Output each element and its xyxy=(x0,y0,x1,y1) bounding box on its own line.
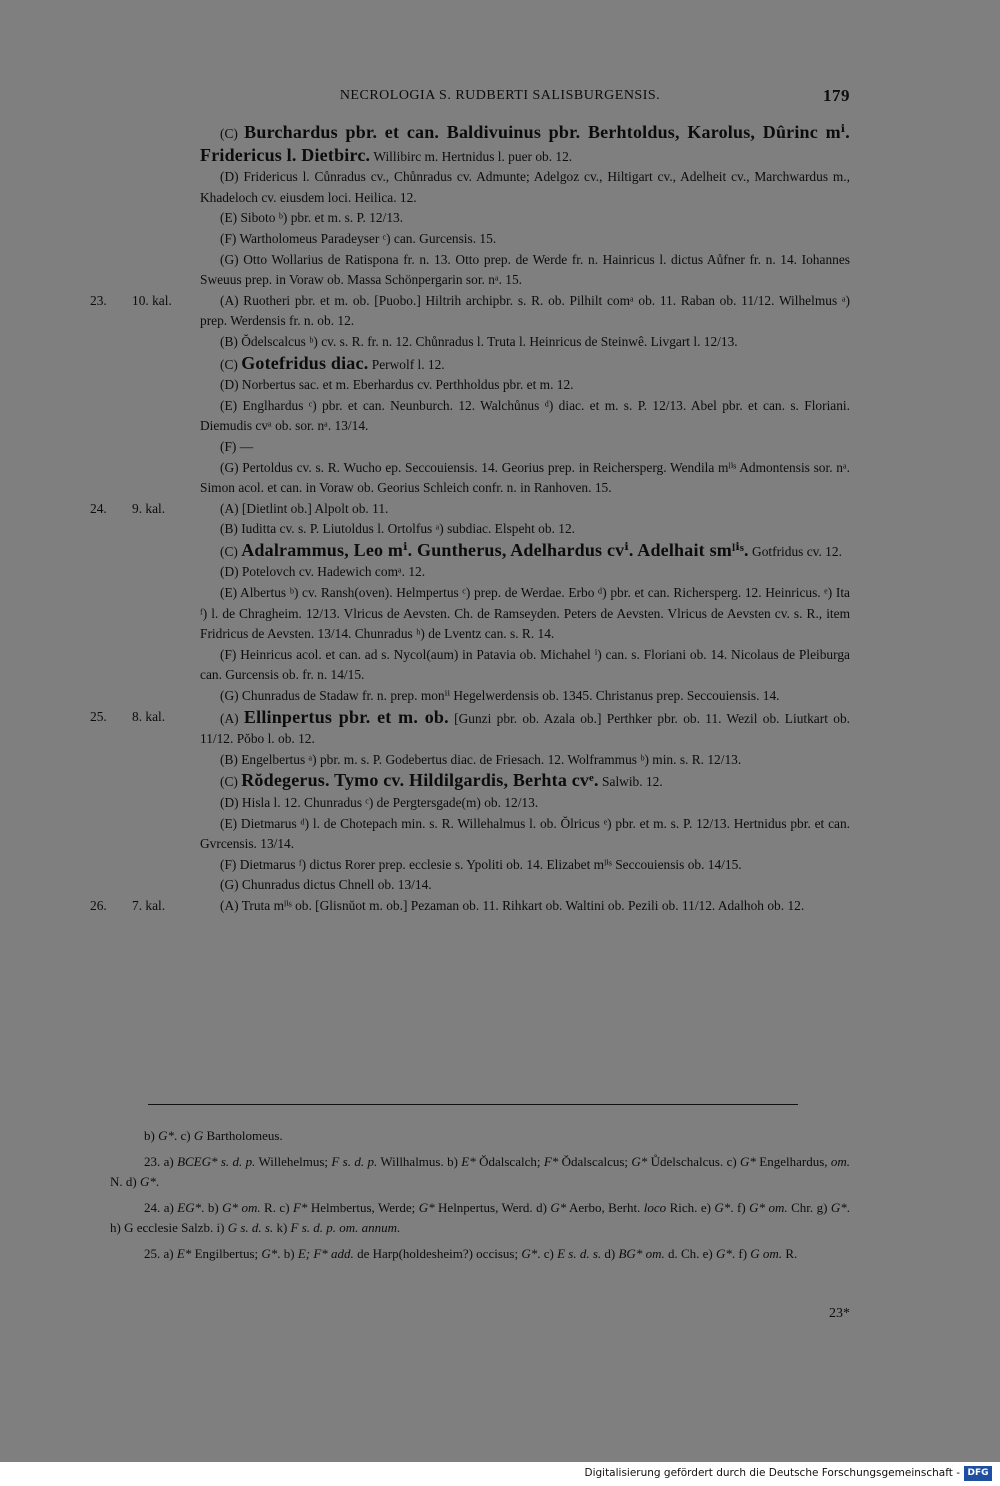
necrology-entry: (D) Fridericus l. Cůnradus cv., Chůnradus cv. Admunte; Adelgoz cv., Hiltigart cv., Adelheit cv., Marchwardus m., Khadeloch cv. eiusdem loci. Heilica. 12. xyxy=(200,169,850,205)
entry-major-names: Rŏdegerus. Tymo cv. Hildilgardis, Berhta cvᵉ. xyxy=(241,770,599,791)
footnote xyxy=(110,1198,850,1238)
footnote-segment: Ŏdalscalcus; xyxy=(558,1154,632,1169)
footnote-segment: G* xyxy=(550,1200,567,1215)
footnote-segment: G s. d. s. xyxy=(227,1220,274,1235)
footnote-segment: . f) xyxy=(730,1200,750,1215)
dfg-logo: DFG xyxy=(964,1466,992,1481)
entry-minor-names: [Gunzi pbr. ob. Azala ob.] Perthker pbr. ob. 11. Wezil ob. Liutkart ob. 11/12. Pŏbo l. ob. 12. xyxy=(200,710,850,747)
footnote-segment: F* xyxy=(543,1154,559,1169)
footnote-segment: EG* xyxy=(177,1200,202,1215)
footnote-segment: G* xyxy=(418,1200,435,1215)
necrology-entry: (A) Ruotheri pbr. et m. ob. [Puobo.] Hiltrih archipbr. s. R. ob. Pilhilt comᵃ ob. 11. Raban ob. 11/12. Wilhelmus ᵃ) prep. Werdensis fr. n. ob. 12. xyxy=(200,292,850,329)
necrology-entry: (B) Iuditta cv. s. P. Liutoldus l. Ortolfus ᵃ) subdiac. Elspeht ob. 12. xyxy=(220,521,576,537)
necrology-entry: (F) — xyxy=(220,438,254,454)
footnote-segment: de Harp(holdesheim?) occisus; xyxy=(353,1246,522,1261)
necrology-entry: (D) Norbertus sac. et m. Eberhardus cv. Perthholdus pbr. et m. 12. xyxy=(220,377,574,393)
footnote-segment: R. xyxy=(782,1246,798,1261)
entry-major-names: Burchardus pbr. et can. Baldivuinus pbr. Berhtoldus, Karolus, Dûrinc mⁱ. Fridericus l. Dietbirc. xyxy=(200,122,851,165)
necrology-entry: (B) Engelbertus ᵃ) pbr. m. s. P. Godebertus diac. de Friesach. 12. Wolframmus ᵇ) min. s. R. 12/13. xyxy=(220,751,742,767)
footnote-segment: k) xyxy=(273,1220,291,1235)
footnote-segment: . h) G ecclesie Salzb. i) xyxy=(110,1200,850,1235)
necrology-entry: (G) Pertoldus cv. s. R. Wucho ep. Seccouiensis. 14. Georius prep. in Reichersperg. Wendila mˡⁱˢ Admontensis sor. nᵃ. Simon acol. et can. in Voraw ob. Georius Schleich confr. n. in Ranhoven. 15. xyxy=(200,459,850,496)
entry-major-names: Ellinpertus pbr. et m. ob. xyxy=(243,706,449,727)
footnote-segment: Ůdelschalcus. c) xyxy=(647,1154,741,1169)
day-block xyxy=(90,291,850,499)
footnote xyxy=(110,1244,850,1264)
entry-hand-mark: (C) xyxy=(220,356,242,372)
entry-major-names: Gotefridus diac. xyxy=(241,352,369,373)
footnote-segment: Willhalmus. b) xyxy=(377,1154,462,1169)
footnote-segment: G* xyxy=(158,1128,174,1143)
day-kalends: 9. kal. xyxy=(132,500,166,516)
page-number: 179 xyxy=(823,86,850,105)
entry-hand-mark: (C) xyxy=(220,774,242,790)
day-block xyxy=(90,499,850,707)
necrology-entry: (D) Potelovch cv. Hadewich comᵃ. 12. xyxy=(220,564,426,580)
day-kalends: 8. kal. xyxy=(132,708,166,724)
day-number: 26. xyxy=(90,897,107,913)
footnote-segment: G* xyxy=(139,1174,156,1189)
footnote-segment: F* xyxy=(292,1200,308,1215)
footnote-segment: Bartholomeus. xyxy=(203,1128,283,1143)
footnote-rule xyxy=(148,1104,798,1105)
footnote-segment: Aerbo, Berht. xyxy=(566,1200,644,1215)
entry-minor-names: Salwib. 12. xyxy=(598,774,663,790)
footnote-segment: . f) xyxy=(731,1246,751,1261)
necrology-entry: (B) Ŏdelscalcus ᵇ) cv. s. R. fr. n. 12. Chůnradus l. Truta l. Heinricus de Steinwê. Livgart l. 12/13. xyxy=(220,333,738,349)
footer-bar xyxy=(0,1462,1000,1486)
footnote-segment: G* om. xyxy=(749,1200,788,1215)
footnote-segment: d. Ch. e) xyxy=(664,1246,716,1261)
necrology-entry: (G) Otto Wollarius de Ratispona fr. n. 13. Otto prep. de Werde fr. n. Hainricus l. dictus Aůfner fr. n. 14. Iohannes Sweuus prep. in Voraw ob. Massa Schönpergarin sor. nᵃ. 15. xyxy=(200,251,850,288)
day-number: 24. xyxy=(90,500,107,516)
day-block xyxy=(90,896,850,917)
day-block xyxy=(90,707,850,896)
running-head xyxy=(200,86,850,110)
necrology-entry: (G) Chunradus de Stadaw fr. n. prep. monⁱⁱ Hegelwerdensis ob. 1345. Christanus prep. Seccouiensis. 14. xyxy=(220,688,780,704)
necrology-entry: (E) Albertus ᵇ) cv. Ransh(oven). Helmpertus ᶜ) prep. de Werdae. Erbo ᵈ) pbr. et can. Richersperg. 12. Heinricus. ᵉ) Ita ᶠ) l. de Chragheim. 12/13. Vlricus de Aevsten. Ch. de Ramseyden. Peters de Aevsten. Vlricus de Aevsten cv. s. R., item Fridricus de Aevsten. 13/14. Chunradus ʰ) de Lventz can. s. R. 14. xyxy=(200,585,850,642)
footnote-segment: E* xyxy=(176,1246,192,1261)
footnote-segment: 25. a) xyxy=(144,1246,177,1261)
footnote-segment: Engilbertus; xyxy=(191,1246,262,1261)
footnote-segment: Rich. e) xyxy=(666,1200,715,1215)
footnote-segment: G xyxy=(193,1128,204,1143)
footnote-segment: Engelhardus, xyxy=(755,1154,831,1169)
necrology-body xyxy=(90,122,850,917)
necrology-entry: (F) Heinricus acol. et can. ad s. Nycol(aum) in Patavia ob. Michahel ⁱ) can. s. Floriani ob. 14. Nicolaus de Pleiburga can. Gurcensis ob. fr. n. 14/15. xyxy=(200,646,850,683)
footnote-segment: E; F* add. xyxy=(297,1246,354,1261)
footnote-segment: Helmbertus, Werde; xyxy=(307,1200,419,1215)
footnote-segment: d) xyxy=(601,1246,619,1261)
footnote-segment: G* xyxy=(715,1246,732,1261)
footnote-segment: G* om. xyxy=(222,1200,261,1215)
footnote-segment: . c) xyxy=(173,1128,194,1143)
footnote-segment: G* xyxy=(740,1154,756,1169)
necrology-entry: (E) Dietmarus ᵈ) l. de Chotepach min. s. R. Willehalmus l. ob. Ŏlricus ᵉ) pbr. et m. s. P. 12/13. Hertnidus pbr. et can. Gvrcensis. 13/14. xyxy=(200,815,850,852)
footnote-segment: Ŏdalscalch; xyxy=(475,1154,544,1169)
necrology-entry: (G) Chunradus dictus Chnell ob. 13/14. xyxy=(220,877,432,893)
footnote-segment: om. xyxy=(830,1154,851,1169)
footnotes xyxy=(110,1126,850,1270)
continuation-entries xyxy=(90,122,850,291)
footnote-segment: G om. xyxy=(750,1246,783,1261)
footnote-segment: G* xyxy=(261,1246,278,1261)
footnote-segment: Helnpertus, Werd. d) xyxy=(434,1200,551,1215)
footnote-segment: 23. a) xyxy=(144,1154,178,1169)
footnote-segment: . b) xyxy=(277,1246,298,1261)
day-number: 25. xyxy=(90,708,107,724)
day-entries xyxy=(90,291,850,917)
necrology-entry xyxy=(90,770,850,793)
footnote-segment: . xyxy=(155,1174,160,1189)
footnote xyxy=(110,1152,850,1192)
footnote-segment: Chr. g) xyxy=(787,1200,831,1215)
footer-credit: Digitalisierung gefördert durch die Deutsche Forschungsgemeinschaft - xyxy=(584,1467,960,1479)
footnote-segment: . b) xyxy=(201,1200,223,1215)
entry-minor-names: Gotfridus cv. 12. xyxy=(748,543,842,559)
footnote-segment: loco xyxy=(643,1200,667,1215)
footnote-segment: G* xyxy=(521,1246,538,1261)
footnote-segment: 24. a) xyxy=(144,1200,178,1215)
necrology-entry xyxy=(90,540,850,563)
necrology-entry: (A) Truta mˡⁱˢ ob. [Glisnŭot m. ob.] Pezaman ob. 11. Rihkart ob. Waltini ob. Pezili ob. 11/12. Adalhoh ob. 12. xyxy=(220,897,805,913)
entry-hand-mark: (C) xyxy=(220,543,242,559)
necrology-entry xyxy=(90,122,850,167)
necrology-entry: (E) Siboto ᵇ) pbr. et m. s. P. 12/13. xyxy=(220,210,404,226)
footnote-segment: b) xyxy=(144,1128,159,1143)
day-kalends: 7. kal. xyxy=(132,897,166,913)
footnote-segment: Willehelmus; xyxy=(255,1154,332,1169)
entry-hand-mark: (C) xyxy=(220,126,245,141)
necrology-entry: (F) Wartholomeus Paradeyser ᶜ) can. Gurcensis. 15. xyxy=(220,230,497,246)
running-title: NECROLOGIA S. RUDBERTI SALISBURGENSIS. xyxy=(339,88,661,103)
sheet-signature: 23* xyxy=(829,1306,850,1321)
day-kalends: 10. kal. xyxy=(132,292,172,308)
necrology-entry: (A) [Dietlint ob.] Alpolt ob. 11. xyxy=(220,500,389,516)
footnote-segment: . c) xyxy=(537,1246,558,1261)
footnote-segment: BCEG* s. d. p. xyxy=(177,1154,256,1169)
entry-minor-names: Perwolf l. 12. xyxy=(368,356,445,372)
footnote-segment: F s. d. p. xyxy=(331,1154,378,1169)
footnote-segment: G* xyxy=(830,1200,847,1215)
entry-minor-names: Willibirc m. Hertnidus l. puer ob. 12. xyxy=(370,148,573,164)
necrology-entry: (F) Dietmarus ᶠ) dictus Rorer prep. ecclesie s. Ypoliti ob. 14. Elizabet mˡⁱˢ Seccouiensis ob. 14/15. xyxy=(220,856,742,872)
entry-major-names: Adalrammus, Leo mⁱ. Guntherus, Adelhardus cvⁱ. Adelhait smˡⁱˢ. xyxy=(241,539,749,560)
necrology-entry: (D) Hisla l. 12. Chunradus ᶜ) de Pergtersgade(m) ob. 12/13. xyxy=(220,795,539,810)
footnote xyxy=(110,1126,850,1146)
necrology-entry: (E) Englhardus ᶜ) pbr. et can. Neunburch. 12. Walchůnus ᵈ) diac. et m. s. P. 12/13. Abel pbr. et can. s. Floriani. Diemudis cvᵃ ob. sor. nᵃ. 13/14. xyxy=(200,397,850,434)
footnote-segment: G* xyxy=(631,1154,648,1169)
necrology-entry xyxy=(90,707,850,750)
footnote-segment: F s. d. p. om. annum. xyxy=(290,1220,401,1235)
footnote-segment: N. d) xyxy=(110,1174,140,1189)
necrology-entry xyxy=(90,353,850,376)
day-number: 23. xyxy=(90,292,107,308)
footnote-segment: R. c) xyxy=(260,1200,293,1215)
footnote-segment: E s. d. s. xyxy=(557,1246,602,1261)
footnote-segment: G* xyxy=(714,1200,731,1215)
entry-hand-mark: (A) xyxy=(220,710,244,726)
footnote-segment: E* xyxy=(461,1154,476,1169)
footnote-segment: BG* om. xyxy=(618,1246,665,1261)
